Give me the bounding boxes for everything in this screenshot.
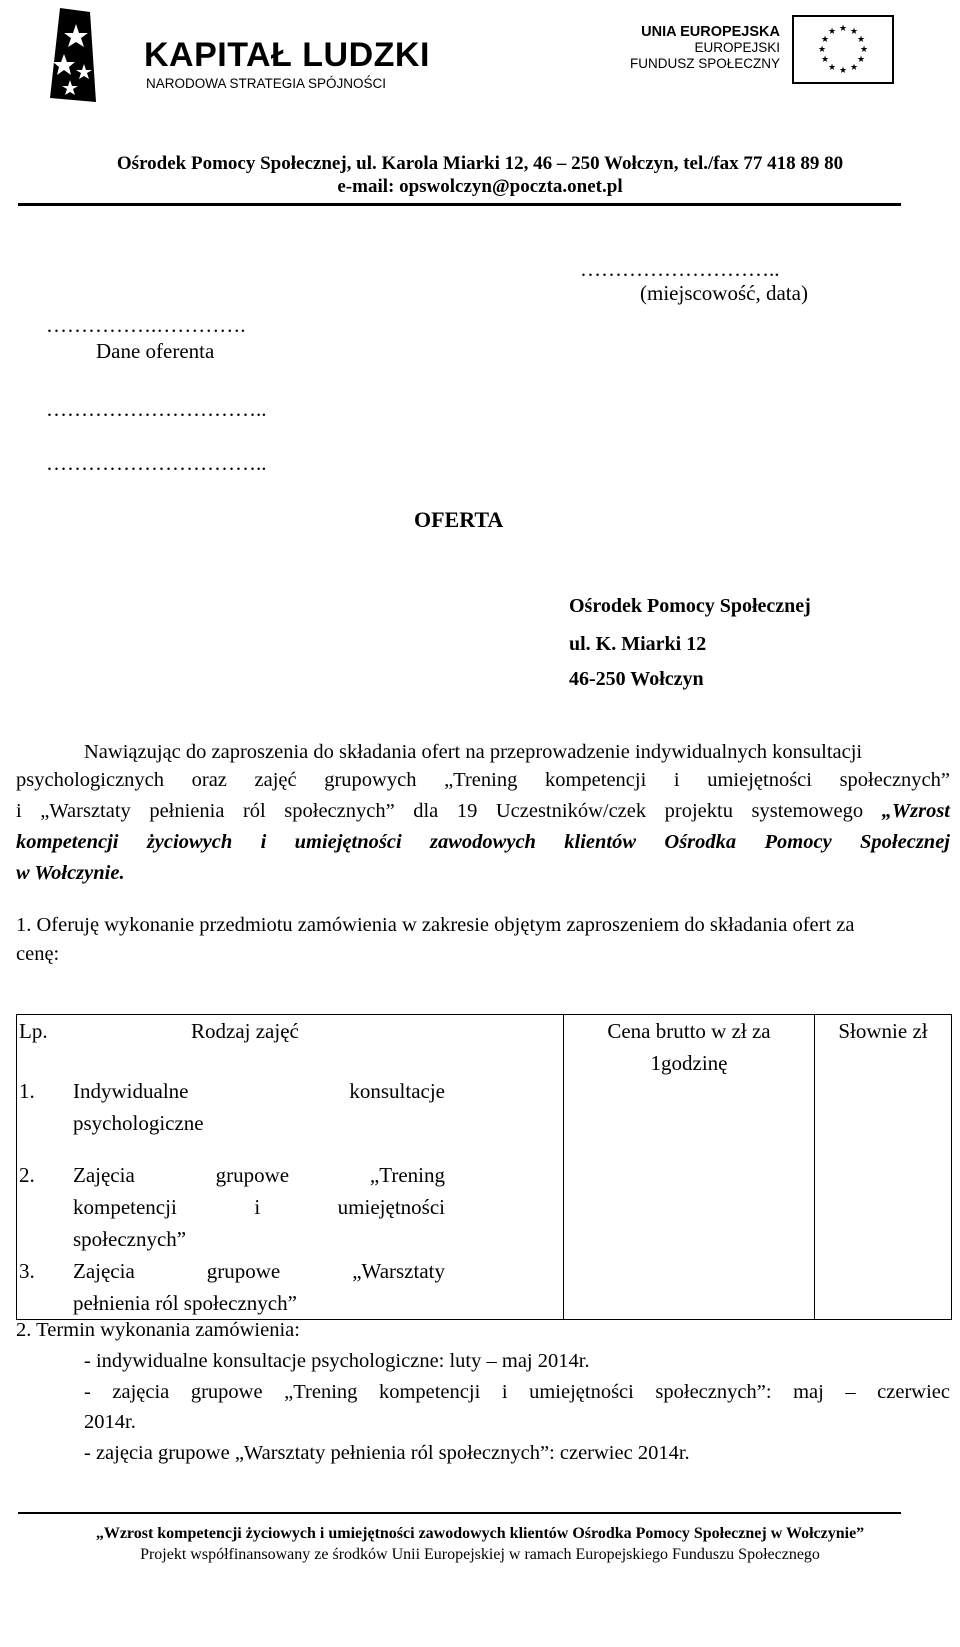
footer-project-title: „Wzrost kompetencji życiowych i umiejętności zawodowych klientów Ośrodka Pomocy Społecznej w Wołczynie” (95, 1525, 865, 1542)
eu-logo-text (630, 24, 780, 72)
offeror-dots: …………….…………. (46, 313, 246, 337)
header-email: e-mail: opswolczyn@poczta.onet.pl (337, 176, 623, 197)
svg-text:★: ★ (849, 27, 859, 37)
row-name: Zajęcia grupowe „Warsztaty pełnienia ról społecznych” (73, 1259, 445, 1315)
header-type: Rodzaj zajęć (191, 1019, 299, 1043)
header-lp: Lp. (19, 1019, 48, 1043)
intro-line-1: Nawiązując do zaproszenia do składania ofert na przeprowadzenie indywidualnych konsultacji (84, 741, 863, 763)
row-lp: 2. (19, 1163, 35, 1187)
point2-item-2: - zajęcia grupowe „Trening kompetencji i umiejętności społecznych”: maj – czerwiec (84, 1381, 950, 1403)
addressee-line-2: ul. K. Miarki 12 (569, 633, 707, 655)
header-address: Ośrodek Pomocy Społecznej, ul. Karola Miarki 12, 46 – 250 Wołczyn, tel./fax 77 418 89 80 (116, 153, 844, 174)
eu-line3: FUNDUSZ SPOŁECZNY (629, 56, 780, 71)
svg-text:★: ★ (827, 63, 837, 73)
header-price-line-1: Cena brutto w zł za (607, 1019, 771, 1043)
offer-table (16, 1014, 952, 1320)
offeror-line-2: ………………………….. (46, 451, 267, 475)
words-column (815, 1015, 952, 1320)
point2-item-2-cont: 2014r. (84, 1411, 136, 1433)
point2-title: 2. Termin wykonania zamówienia: (16, 1319, 300, 1341)
svg-text:★: ★ (856, 55, 866, 65)
row-name: Indywidualne konsultacje psychologiczne (73, 1079, 445, 1135)
table-header-left (17, 1015, 563, 1047)
table-row (17, 1159, 563, 1255)
kapital-ludzki-logo (46, 6, 430, 116)
row-lp: 3. (19, 1259, 35, 1283)
offeror-line-1: ………………………….. (46, 397, 267, 421)
point1-line-2: cenę: (16, 943, 60, 965)
header-price-line-2: 1godzinę (650, 1051, 728, 1075)
eu-flag-icon (792, 15, 894, 84)
svg-text:★: ★ (838, 66, 848, 76)
svg-text:★: ★ (849, 63, 859, 73)
intro-line-3: i „Warsztaty pełnienia ról społecznych” dla 19 Uczestników/czek projektu systemowego „Wzrost (16, 800, 950, 822)
eu-line2: EUROPEJSKI (694, 40, 780, 55)
svg-text:★: ★ (817, 45, 827, 55)
place-date-dots: ……………………….. (580, 257, 780, 281)
svg-text:★: ★ (859, 45, 869, 55)
document-title: OFERTA (414, 507, 504, 532)
price-column (564, 1015, 815, 1320)
svg-text:★: ★ (820, 35, 830, 45)
eu-line1: UNIA EUROPEJSKA (641, 24, 780, 40)
footer-rule (18, 1512, 901, 1514)
kapital-ludzki-subtitle: NARODOWA STRATEGIA SPÓJNOŚCI (146, 76, 387, 91)
addressee-line-1: Ośrodek Pomocy Społecznej (569, 595, 811, 617)
header-rule (18, 203, 901, 206)
type-column (17, 1015, 564, 1320)
footer-funding: Projekt współfinansowany ze środków Unii Europejskiej w ramach Europejskiego Funduszu Społecznego (140, 1546, 820, 1563)
intro-line-5: w Wołczynie. (16, 862, 125, 884)
place-date-label: (miejscowość, data) (640, 281, 808, 305)
point2-item-1: - indywidualne konsultacje psychologiczne: luty – maj 2014r. (84, 1350, 590, 1372)
addressee-line-3: 46-250 Wołczyn (569, 668, 704, 690)
row-lp: 1. (19, 1079, 35, 1103)
svg-text:★: ★ (856, 35, 866, 45)
intro-line-4: kompetencji życiowych i umiejętności zawodowych klientów Ośrodka Pomocy Społecznej (16, 831, 950, 853)
kapital-ludzki-title: KAPITAŁ LUDZKI (144, 36, 430, 74)
row-name: Zajęcia grupowe „Trening kompetencji i umiejętności społecznych” (73, 1163, 445, 1251)
table-row (17, 1255, 563, 1319)
svg-text:★: ★ (820, 55, 830, 65)
intro-line-2: psychologicznych oraz zajęć grupowych „Trening kompetencji i umiejętności społecznych” (16, 769, 950, 791)
point1-line-1: 1. Oferuję wykonanie przedmiotu zamówienia w zakresie objętym zaproszeniem do składania ofert za (16, 914, 855, 936)
header-words: Słownie zł (838, 1019, 928, 1043)
point2-item-3: - zajęcia grupowe „Warsztaty pełnienia ról społecznych”: czerwiec 2014r. (84, 1442, 690, 1464)
offeror-label: Dane oferenta (96, 339, 215, 363)
kapital-ludzki-emblem-icon (46, 6, 106, 106)
svg-text:★: ★ (838, 24, 848, 34)
table-row (17, 1075, 563, 1139)
svg-text:★: ★ (827, 27, 837, 37)
